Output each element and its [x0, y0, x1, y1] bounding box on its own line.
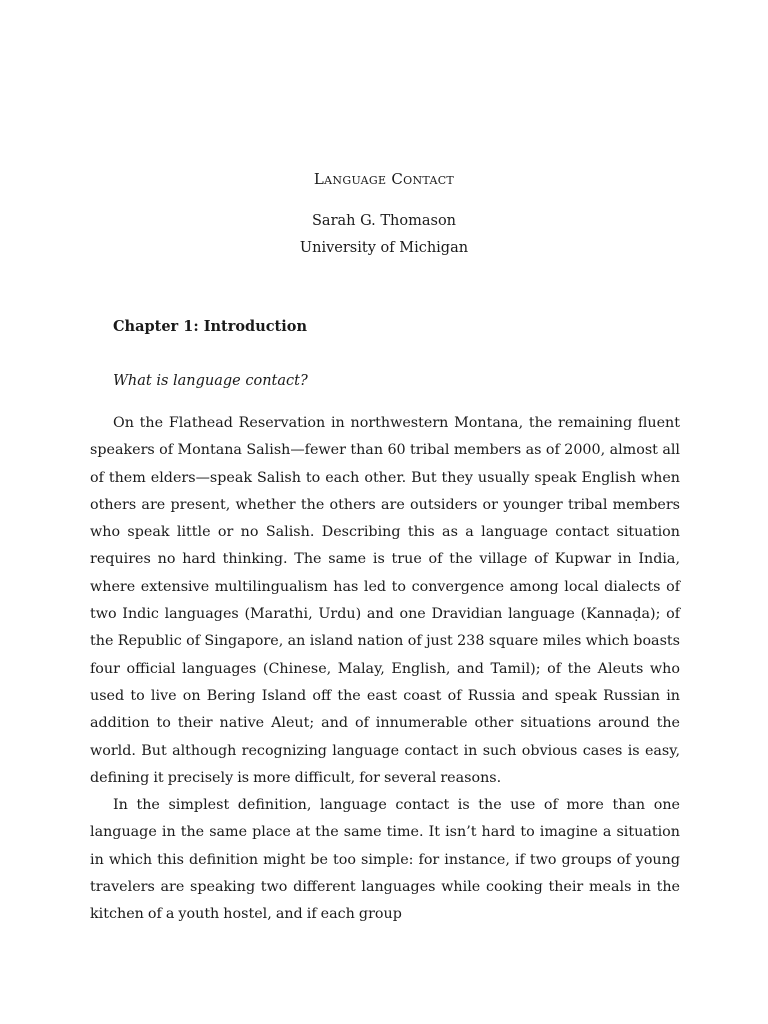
body-text	[90, 410, 680, 929]
author-affiliation: University of Michigan	[299, 240, 469, 256]
document-title: Language Contact	[313, 170, 455, 188]
author-name: Sarah G. Thomason	[311, 213, 457, 229]
paragraph: In the simplest definition, language contact is the use of more than one language in the same place at the same time. It isn’t hard to imagine a situation in which this definition might be too simple: for instance, if two groups of young travelers are speaking two different languages while cooking their meals in the kitchen of a youth hostel, and if each group	[90, 797, 680, 923]
paragraph: On the Flathead Reservation in northwestern Montana, the remaining fluent speakers of Montana Salish—fewer than 60 tribal members as of 2000, almost all of them elders—speak Salish to each other. But they usually speak English when others are present, whether the others are outsiders or younger tribal members who speak little or no Salish. Describing this as a language contact situation requires no hard thinking. The same is true of the village of Kupwar in India, where extensive multilingualism has led to convergence among local dialects of two Indic languages (Marathi, Urdu) and one Dravidian language (Kannaḍa); of the Republic of Singapore, an island nation of just 238 square miles which boasts four official languages (Chinese, Malay, English, and Tamil); of the Aleuts who used to live on Bering Island off the east coast of Russia and speak Russian in addition to their native Aleut; and of innumerable other situations around the world. But although recognizing language contact in such obvious cases is easy, defining it precisely is more difficult, for several reasons.	[90, 415, 680, 786]
section-heading: What is language contact?	[113, 373, 308, 389]
chapter-heading: Chapter 1: Introduction	[113, 318, 307, 335]
